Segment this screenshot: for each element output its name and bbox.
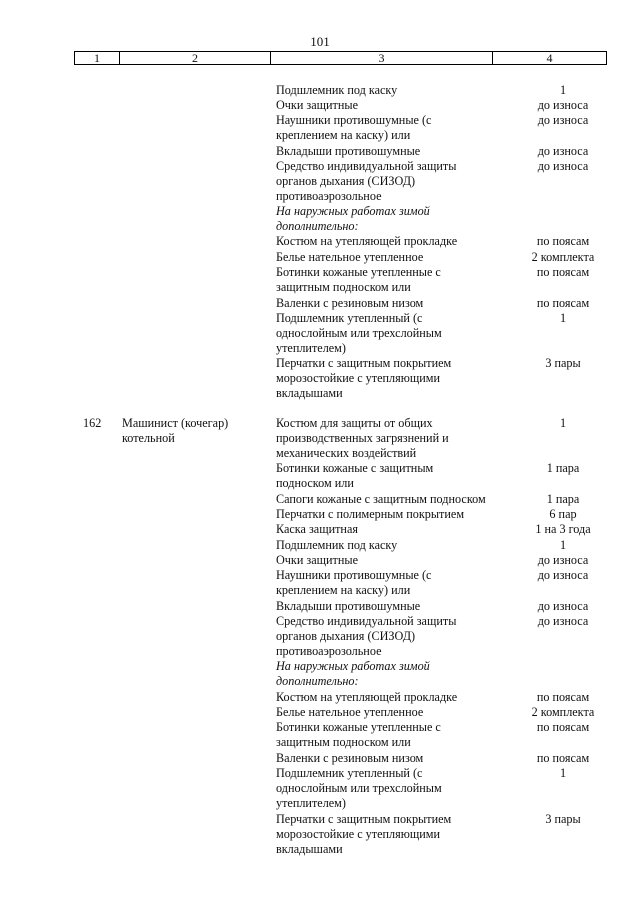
item-line: Белье нательное утепленное — [276, 705, 424, 719]
item-line: однослойным или трехслойным — [276, 326, 442, 340]
quantity-cell: 3 пары — [545, 356, 581, 370]
item-line: Сапоги кожаные с защитным подноском — [276, 492, 486, 506]
item-line: вкладышами — [276, 386, 343, 400]
column-header-4: 4 — [493, 52, 607, 65]
item-line: Костюм на утепляющей прокладке — [276, 690, 458, 704]
quantity-cell: по поясам — [536, 234, 590, 248]
quantity-cell: до износа — [537, 614, 589, 628]
item-line: вкладышами — [276, 842, 343, 856]
quantity-cell: до износа — [537, 568, 589, 582]
quantity-cell: по поясам — [536, 690, 590, 704]
quantity-cell: до износа — [537, 599, 589, 613]
profession-name: котельной — [122, 431, 175, 445]
quantity-cell: по поясам — [536, 265, 590, 279]
item-line: Перчатки с полимерным покрытием — [276, 507, 465, 521]
item-line: морозостойкие с утепляющими — [276, 371, 440, 385]
item-line: Костюм на утепляющей прокладке — [276, 234, 458, 248]
item-line: Очки защитные — [276, 553, 358, 567]
item-line: креплением на каску) или — [276, 583, 411, 597]
item-line: утеплителем) — [276, 341, 346, 355]
quantity-cell: 2 комплекта — [531, 705, 595, 719]
quantity-cell: 1 — [559, 83, 567, 97]
item-line: Ботинки кожаные с защитным — [276, 461, 434, 475]
item-line: производственных загрязнений и — [276, 431, 449, 445]
section-note: дополнительно: — [276, 674, 359, 688]
item-line: Валенки с резиновым низом — [276, 296, 424, 310]
item-line: Подшлемник под каску — [276, 538, 398, 552]
item-line: защитным подноском или — [276, 280, 411, 294]
quantity-cell: 1 пара — [546, 492, 580, 506]
quantity-cell: до износа — [537, 98, 589, 112]
section-note: На наружных работах зимой — [276, 659, 430, 673]
entry-number: 162 — [83, 416, 102, 430]
item-line: Средство индивидуальной защиты — [276, 159, 457, 173]
item-line: Костюм для защиты от общих — [276, 416, 433, 430]
item-line: Каска защитная — [276, 522, 358, 536]
item-line: Подшлемник утепленный (с — [276, 311, 423, 325]
item-line: органов дыхания (СИЗОД) — [276, 174, 416, 188]
page-number: 101 — [310, 34, 330, 49]
item-line: Валенки с резиновым низом — [276, 751, 424, 765]
item-line: креплением на каску) или — [276, 128, 411, 142]
item-line: морозостойкие с утепляющими — [276, 827, 440, 841]
item-line: однослойным или трехслойным — [276, 781, 442, 795]
item-line: Средство индивидуальной защиты — [276, 614, 457, 628]
quantity-cell: 3 пары — [545, 812, 581, 826]
column-header-3: 3 — [271, 52, 493, 65]
quantity-cell: 1 — [559, 766, 567, 780]
item-line: подноском или — [276, 476, 354, 490]
item-line: Ботинки кожаные утепленные с — [276, 265, 441, 279]
item-line: механических воздействий — [276, 446, 417, 460]
quantity-cell: до износа — [537, 113, 589, 127]
profession-name: Машинист (кочегар) — [122, 416, 229, 430]
section-note: На наружных работах зимой — [276, 204, 430, 218]
quantity-cell: до износа — [537, 553, 589, 567]
item-line: Перчатки с защитным покрытием — [276, 812, 452, 826]
quantity-cell: по поясам — [536, 720, 590, 734]
item-line: Наушники противошумные (с — [276, 568, 432, 582]
section-note: дополнительно: — [276, 219, 359, 233]
item-line: противоаэрозольное — [276, 189, 382, 203]
column-header-2: 2 — [120, 52, 271, 65]
quantity-cell: 1 — [559, 538, 567, 552]
quantity-cell: по поясам — [536, 751, 590, 765]
item-line: Подшлемник под каску — [276, 83, 398, 97]
quantity-cell: до износа — [537, 159, 589, 173]
item-line: противоаэрозольное — [276, 644, 382, 658]
column-header-1: 1 — [75, 52, 120, 65]
quantity-cell: 1 — [559, 416, 567, 430]
quantity-cell: 1 на 3 года — [535, 522, 591, 536]
quantity-cell: по поясам — [536, 296, 590, 310]
quantity-cell: 1 пара — [546, 461, 580, 475]
column-header-row — [75, 52, 607, 65]
item-line: защитным подноском или — [276, 735, 411, 749]
item-line: Подшлемник утепленный (с — [276, 766, 423, 780]
quantity-cell: 6 пар — [549, 507, 577, 521]
quantity-cell: 2 комплекта — [531, 250, 595, 264]
item-line: Вкладыши противошумные — [276, 144, 421, 158]
item-line: Ботинки кожаные утепленные с — [276, 720, 441, 734]
item-line: органов дыхания (СИЗОД) — [276, 629, 416, 643]
column-header-table — [74, 51, 607, 65]
item-line: Очки защитные — [276, 98, 358, 112]
item-line: Перчатки с защитным покрытием — [276, 356, 452, 370]
item-line: Наушники противошумные (с — [276, 113, 432, 127]
item-line: Белье нательное утепленное — [276, 250, 424, 264]
item-line: Вкладыши противошумные — [276, 599, 421, 613]
item-line: утеплителем) — [276, 796, 346, 810]
quantity-cell: до износа — [537, 144, 589, 158]
quantity-cell: 1 — [559, 311, 567, 325]
